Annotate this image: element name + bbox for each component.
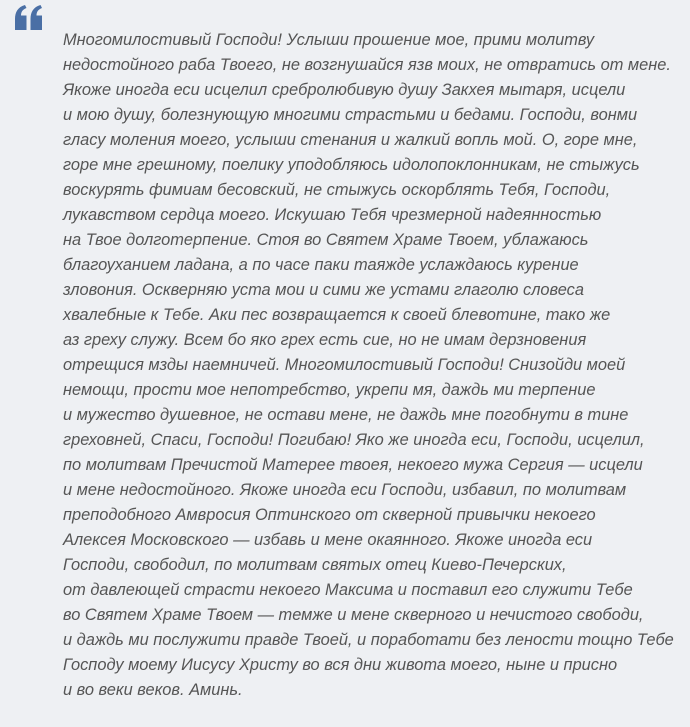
prayer-line: греховней, Спаси, Господи! Погибаю! Яко же иногда еси, Господи, исцелил, [63, 431, 645, 449]
prayer-line: хвалебные к Тебе. Аки пес возвращается к своей блевотине, тако же [63, 306, 611, 324]
prayer-line: во Святем Храме Твоем — темже и мене скверного и нечистого свободи, [63, 606, 644, 624]
prayer-line: недостойного раба Твоего, не возгнушайся язв моих, не отвратись от мене. [63, 56, 671, 74]
prayer-line: воскурять фимиам бесовский, не стыжусь оскорблять Тебя, Господи, [63, 181, 611, 199]
quote-icon [14, 4, 44, 32]
prayer-line: лукавством сердца моего. Искушаю Тебя чрезмерной надеянностью [63, 206, 602, 224]
prayer-line: аз греху служу. Всем бо яко грех есть сие, но не имам дерзновения [63, 331, 587, 349]
prayer-line: благоуханием ладана, а по часе паки таяжде услаждаюсь курение [63, 256, 579, 274]
prayer-line: и мене недостойного. Якоже иногда еси Господи, избавил, по молитвам [63, 481, 627, 499]
prayer-line: гласу моления моего, услыши стенания и жалкий вопль мой. О, горе мне, [63, 131, 638, 149]
prayer-line: преподобного Амвросия Оптинского от скверной привычки некоего [63, 506, 596, 524]
prayer-line: Алексея Московского — избавь и мене окаянного. Якоже иногда еси [63, 531, 593, 549]
prayer-line: Многомилостивый Господи! Услыши прошение мое, прими молитву [63, 31, 595, 49]
prayer-line: и мою душу, болезнующую многими страстьми и бедами. Господи, вонми [63, 106, 638, 124]
prayer-line: Господи, свободил, по молитвам святых отец Киево-Печерских, [63, 556, 567, 574]
prayer-line: немощи, прости мое непотребство, укрепи мя, даждь ми терпение [63, 381, 596, 399]
prayer-line: на Твое долготерпение. Стоя во Святем Храме Твоем, ублажаюсь [63, 231, 589, 249]
prayer-line: от давлеющей страсти некоего Максима и поставил его служити Тебе [63, 581, 633, 599]
prayer-line: и во веки веков. Аминь. [63, 681, 243, 699]
prayer-line: Господу моему Иисусу Христу во вся дни живота моего, ныне и присно [63, 656, 618, 674]
prayer-line: горе мне грешному, поелику уподобляюсь идолопоклонникам, не стыжусь [63, 156, 640, 174]
prayer-line: отрещися мзды наемничей. Многомилостивый Господи! Снизойди моей [63, 356, 626, 374]
prayer-line: зловония. Оскверняю уста мои и сими же устами глаголю словеса [63, 281, 584, 299]
prayer-text [63, 28, 683, 703]
prayer-line: по молитвам Пречистой Матерее твоея, некоего мужа Сергия — исцели [63, 456, 643, 474]
prayer-line: и даждь ми послужити правде Твоей, и поработати без лености тощно Тебе [63, 631, 674, 649]
prayer-line: и мужество душевное, не остави мене, не даждь мне погобнути в тине [63, 406, 629, 424]
prayer-line: Якоже иногда еси исцелил сребролюбивую душу Закхея мытаря, исцели [63, 81, 626, 99]
